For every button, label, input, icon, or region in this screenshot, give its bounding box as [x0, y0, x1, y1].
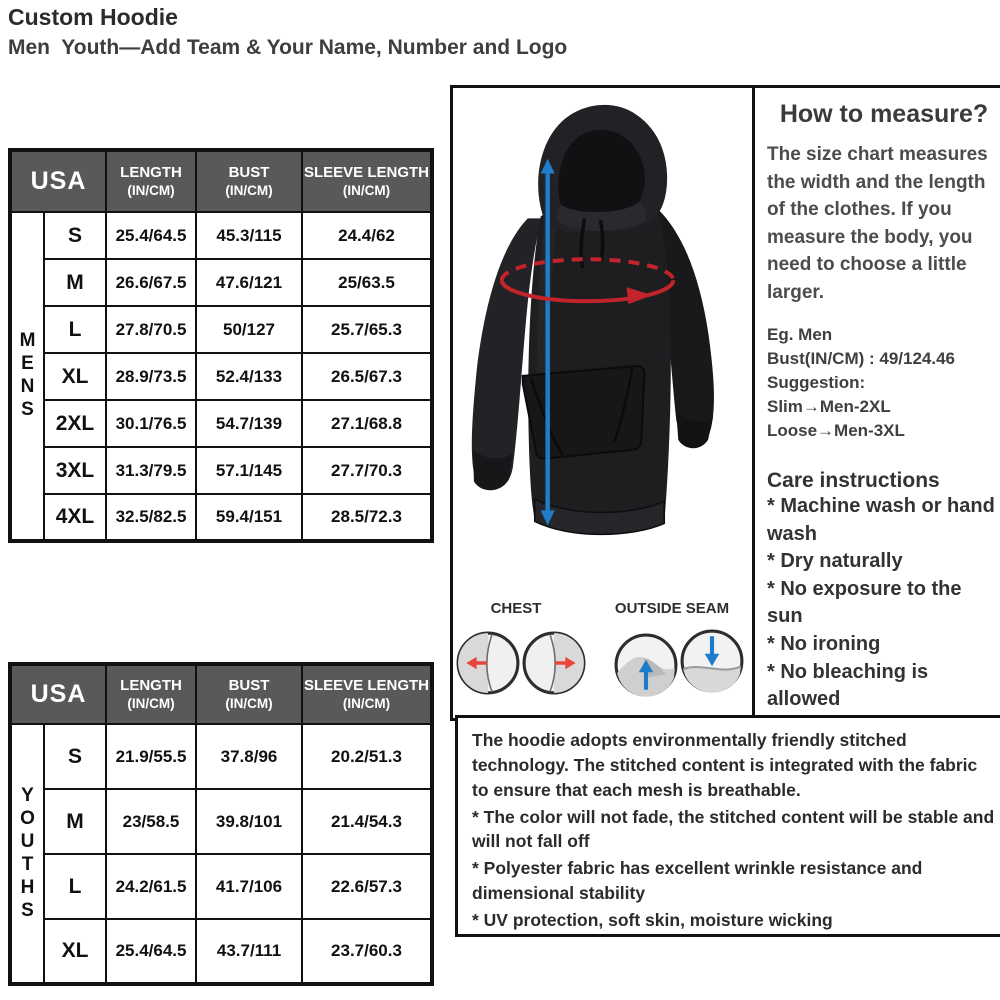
- description-paragraph: * The color will not fade, the stitched content will be stable and will not fall off: [472, 806, 995, 852]
- table-row: [10, 854, 432, 919]
- care-item: * Dry naturally: [767, 550, 903, 573]
- example-line: Loose→Men-3XL: [767, 421, 905, 441]
- length-cell: 21.9/55.5: [106, 724, 196, 789]
- care-item: * Machine wash or hand wash: [767, 494, 995, 545]
- example-block: [767, 324, 1000, 443]
- size-cell: M: [44, 789, 106, 854]
- table-row: [10, 400, 432, 447]
- outside-seam-down-icon: [679, 628, 745, 694]
- product-description-box: [455, 715, 1000, 937]
- chest-measure-left-icon: [455, 630, 521, 696]
- sleeve-cell: 22.6/57.3: [302, 854, 432, 919]
- outside-seam-up-icon: [613, 632, 679, 698]
- length-cell: 24.2/61.5: [106, 854, 196, 919]
- bust-cell: 50/127: [196, 306, 302, 353]
- measure-body-text: The size chart measures the width and the length of the clothes. If you measure the body, you need to choose a little larger.: [767, 144, 988, 303]
- measure-panel: [450, 85, 1000, 721]
- sleeve-cell: 28.5/72.3: [302, 494, 432, 541]
- youths-header-sleeve: SLEEVE LENGTH (IN/CM): [302, 664, 432, 724]
- size-cell: L: [44, 854, 106, 919]
- sleeve-cell: 24.4/62: [302, 212, 432, 259]
- table-row: [10, 494, 432, 541]
- chest-label: CHEST: [490, 600, 542, 617]
- youths-header-length: LENGTH (IN/CM): [106, 664, 196, 724]
- care-instructions: [767, 469, 1000, 714]
- hoodie-cell: [453, 88, 755, 718]
- mens-header-bust: BUST (IN/CM): [196, 150, 302, 212]
- bust-cell: 47.6/121: [196, 259, 302, 306]
- table-row: [10, 212, 432, 259]
- table-row: [10, 353, 432, 400]
- sleeve-cell: 25.7/65.3: [302, 306, 432, 353]
- youths-group-label: YOUTHS: [10, 724, 44, 984]
- bust-cell: 52.4/133: [196, 353, 302, 400]
- care-item: * No ironing: [767, 632, 881, 655]
- chest-measure-right-icon: [521, 630, 587, 696]
- measure-guide: [755, 88, 1000, 718]
- table-row: [10, 259, 432, 306]
- care-item: * No bleaching is allowed: [767, 660, 929, 711]
- sleeve-cell: 27.7/70.3: [302, 447, 432, 494]
- size-cell: S: [44, 724, 106, 789]
- page-title: Custom Hoodie: [8, 4, 178, 30]
- description-paragraph: * Polyester fabric has excellent wrinkle resistance and dimensional stability: [472, 858, 923, 904]
- page-subtitle: Men Youth—Add Team & Your Name, Number and Logo: [8, 36, 568, 59]
- hoodie-image: [453, 88, 752, 593]
- table-row: [10, 306, 432, 353]
- table-row: [10, 789, 432, 854]
- care-heading: Care instructions: [767, 468, 940, 492]
- mens-size-table: [8, 148, 434, 543]
- mens-header-sleeve: SLEEVE LENGTH (IN/CM): [302, 150, 432, 212]
- description-paragraph: * UV protection, soft skin, moisture wicking: [472, 909, 833, 930]
- length-cell: 26.6/67.5: [106, 259, 196, 306]
- length-cell: 30.1/76.5: [106, 400, 196, 447]
- bust-cell: 45.3/115: [196, 212, 302, 259]
- table-row: [10, 447, 432, 494]
- sleeve-cell: 27.1/68.8: [302, 400, 432, 447]
- sleeve-cell: 23.7/60.3: [302, 919, 432, 984]
- length-cell: 28.9/73.5: [106, 353, 196, 400]
- mens-header-usa: USA: [10, 150, 106, 212]
- length-cell: 27.8/70.5: [106, 306, 196, 353]
- bust-cell: 41.7/106: [196, 854, 302, 919]
- table-row: [10, 724, 432, 789]
- example-line: Slim→Men-2XL: [767, 397, 891, 417]
- length-cell: 31.3/79.5: [106, 447, 196, 494]
- size-cell: 3XL: [44, 447, 106, 494]
- size-cell: L: [44, 306, 106, 353]
- example-line: Eg. Men: [767, 325, 833, 345]
- bust-cell: 59.4/151: [196, 494, 302, 541]
- length-cell: 25.4/64.5: [106, 212, 196, 259]
- length-cell: 25.4/64.5: [106, 919, 196, 984]
- size-cell: 2XL: [44, 400, 106, 447]
- size-cell: 4XL: [44, 494, 106, 541]
- sleeve-cell: 26.5/67.3: [302, 353, 432, 400]
- youths-header-usa: USA: [10, 664, 106, 724]
- description-paragraph: The hoodie adopts environmentally friendly stitched technology. The stitched content is integrated with the fabric to ensure that each mesh is breathable.: [472, 730, 978, 800]
- mens-group-label: MENS: [10, 212, 44, 541]
- youths-size-table: [8, 662, 434, 986]
- bust-cell: 54.7/139: [196, 400, 302, 447]
- youths-header-bust: BUST (IN/CM): [196, 664, 302, 724]
- sleeve-cell: 21.4/54.3: [302, 789, 432, 854]
- length-cell: 32.5/82.5: [106, 494, 196, 541]
- bust-cell: 39.8/101: [196, 789, 302, 854]
- size-cell: XL: [44, 919, 106, 984]
- example-line: Bust(IN/CM) : 49/124.46: [767, 349, 955, 369]
- example-line: Suggestion:: [767, 373, 866, 393]
- sleeve-cell: 25/63.5: [302, 259, 432, 306]
- bust-cell: 37.8/96: [196, 724, 302, 789]
- care-item: * No exposure to the sun: [767, 577, 962, 628]
- how-to-measure-heading: How to measure?: [779, 100, 989, 128]
- size-cell: XL: [44, 353, 106, 400]
- table-row: [10, 919, 432, 984]
- bust-cell: 57.1/145: [196, 447, 302, 494]
- size-cell: M: [44, 259, 106, 306]
- outside-seam-label: OUTSIDE SEAM: [614, 600, 730, 617]
- size-cell: S: [44, 212, 106, 259]
- mens-header-length: LENGTH (IN/CM): [106, 150, 196, 212]
- bust-cell: 43.7/111: [196, 919, 302, 984]
- sleeve-cell: 20.2/51.3: [302, 724, 432, 789]
- length-cell: 23/58.5: [106, 789, 196, 854]
